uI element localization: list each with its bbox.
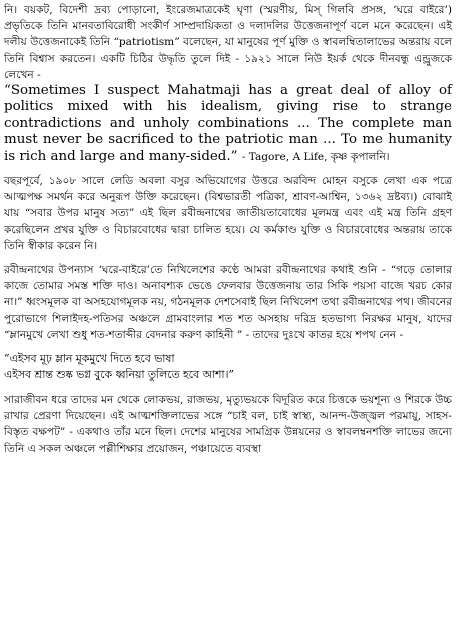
- paragraph-gap: [4, 343, 452, 351]
- paragraph-gap: [4, 384, 452, 392]
- english-quote: [4, 83, 452, 165]
- paragraph-gap: [4, 165, 452, 173]
- paragraph-ghare-baire: রবীন্দ্রনাথের উপন্যাস ‘ঘরে-বাইরে’তে নিখিলেশের কণ্ঠে আমরা রবীন্দ্রনাথের কথাই শুনি - “গড়ে তোলার কাজে তোমার সমস্ত শক্তি দাও। অনাবশ্যক ভেঙে ফেলবার উত্তেজনায় তার সিকি পয়সা বাজে খরচ কোর না।” ধ্বংসমূলক বা অসহযোগমূলক নয়, গঠনমূলক দেশসেবাই ছিল নিখিলেশ তথা রবীন্দ্রনাথের পথ। জীবনের পুরোভাগে শিলাইদহ-পতিসর অঞ্চলে গ্রামবাংলার শত শত অসহায় দরিদ্র হতভাগ্য নিরক্ষর মানুষ, যাদের “ম্লানমুখে লেখা শুধু শত-শতাব্দীর বেদনার করুণ কাহিনী ” - তাদের দুঃখে কাতর হয়ে শপথ নেন -: [4, 264, 452, 341]
- poem-line: “এইসব মূঢ় ম্লান মূকমুখে দিতে হবে ভাষা: [4, 352, 175, 366]
- poem-quote: [4, 351, 452, 384]
- paragraph-gap: [4, 254, 452, 262]
- poem-line: এইসব শ্রান্ত শুষ্ক ভগ্ন বুকে ধ্বনিয়া তুলিতে হবে আশা।”: [4, 368, 234, 382]
- english-quote-text: “Sometimes I suspect Mahatmaji has a great deal of alloy of politics mixed with his idealism, giving rise to strange contradictions and unholy combinations ... The complete man must never be sacrificed to the patriotic man ... To me humanity is rich and large and many-sided.”: [4, 83, 452, 164]
- paragraph-self-reliance: সারাজীবন ধরে তাদের মন থেকে লোকভয়, রাজভয়, মৃত্যুভয়কে বিদূরিত করে চিত্তকে ভয়শূন্য ও শিরকে উচ্চ রাখার প্রেরণা দিয়েছেন। এই আত্মশক্তিলাভের সঙ্গে “চাই বল, চাই স্বাস্থ্য, আনন্দ-উজ্জ্বল পরমায়ু, সাহস-বিস্তৃত বক্ষপট” - একথাও তাঁর মনে ছিল। দেশের মানুষের সামগ্রিক উন্নয়নের ও স্বাবলম্বনশক্তি লাভের জন্যে তিনি এ সকল অঞ্চলে পল্লীশিক্ষার প্রয়োজন, পঞ্চায়েতে ব্যবস্থা: [4, 393, 452, 455]
- paragraph-nationalism: বছরপূর্বে, ১৯০৮ সালে লেডি অবলা বসুর অভিযোগের উত্তরে অরবিন্দ মোহন বসুকে লেখা এক পত্রে আত্মপক্ষ সমর্থন করে অনুরূপ উক্তি করেছেন। (বিশ্বভারতী পত্রিকা, শ্রাবণ-আশ্বিন, ১৩৬২ দ্রষ্টব্য।) বোঝাই যায় “সবার উপর মানুষ সত্য” এই ছিল রবীন্দ্রনাথের জাতীয়তাবোধের মূলমন্ত্র এবং এই মন্ত্র তিনি গ্রহণ করেছিলেন প্রখর যুক্তি ও বিচারবোধের দ্বারা চালিত হয়ে। যে কর্মকাণ্ড যুক্তি ও বিচারবোধের অন্তরায় তাকে তিনি স্বীকার করেন নি।: [4, 175, 452, 252]
- quote-citation: - Tagore, A Life, কৃষ্ণ কৃপালনি।: [241, 150, 390, 163]
- paragraph-intro-text: নি। বয়কট, বিদেশী দ্রব্য পোড়ানো, ইংরেজমাত্রকেই ঘৃণা (স্মরণীয়, মিস্ গিলবি প্রসঙ্গ, ‘ঘরে বাইরে’) প্রভৃতিকে তিনি মানবতাবিরোধী সংকীর্ণ সাম্প্রদায়িকতা ও দলাদলির উত্তেজনাপূর্ণ বলে মনে করেছেন। এই দলীয় উত্তেজনাকেই তিনি “patriotism” বলেছেন, যা মানুষের পূর্ণ মুক্তি ও স্বাবলম্বিতালাভের অন্তরায় বলে তিনি বিশ্বাস করতেন। একটি চিঠির উদ্ধৃতি তুলে দিই - ১৯২১ সালে নিউ ইয়র্ক থেকে দীনবন্ধু এন্ড্রুজকে লেখেন -: [4, 4, 452, 81]
- paragraph-patriotism: [4, 2, 452, 165]
